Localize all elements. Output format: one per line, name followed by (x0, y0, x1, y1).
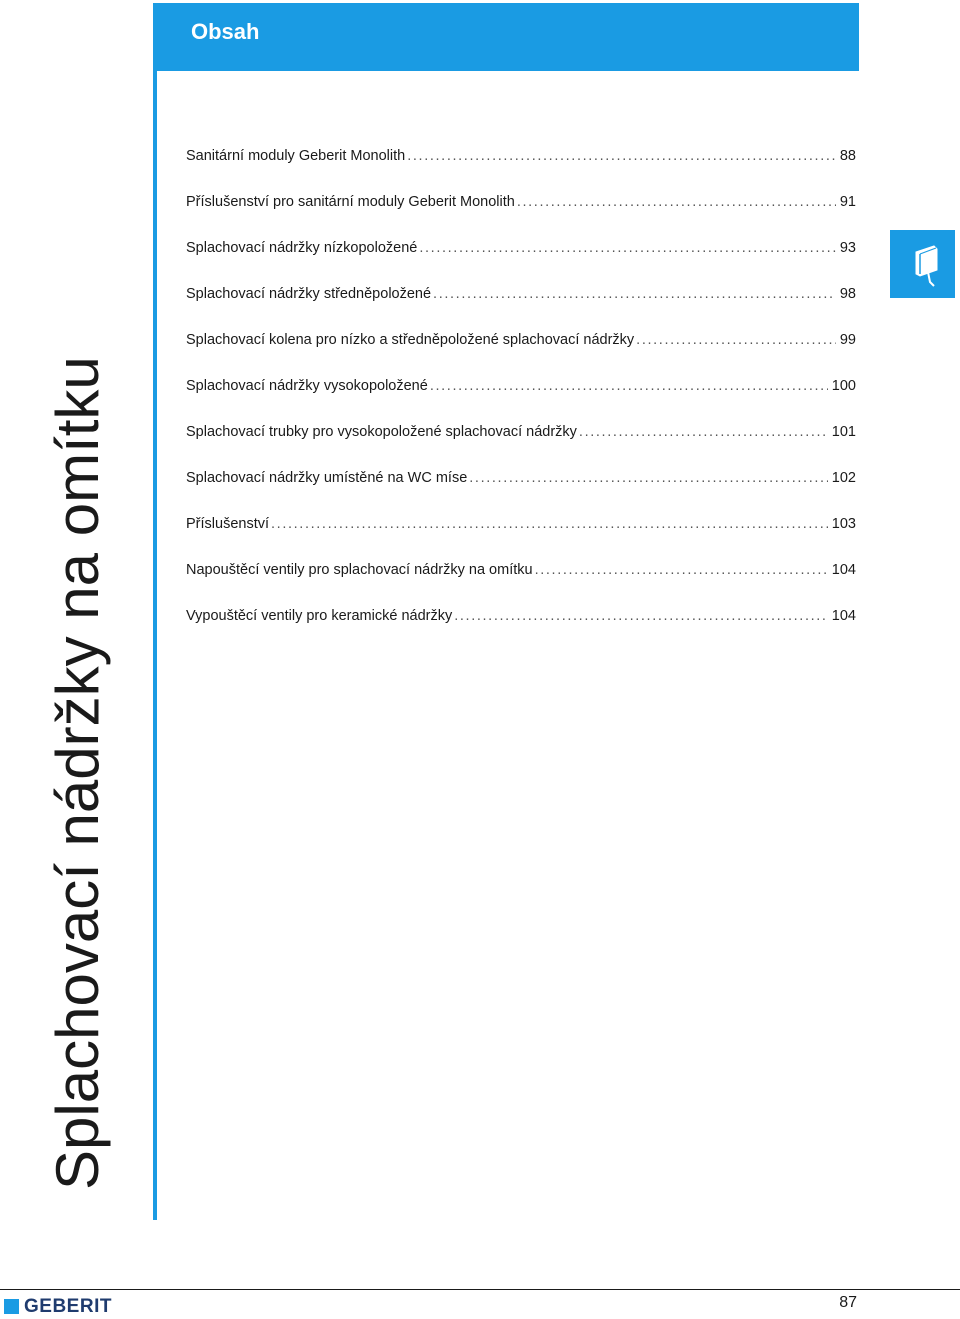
vertical-divider (153, 71, 157, 1220)
toc-leader-dots (535, 557, 828, 583)
toc-entry-title: Napouštěcí ventily pro splachovací nádržky na omítku (186, 562, 533, 578)
toc-leader-dots (271, 511, 828, 537)
toc-entry[interactable] (186, 143, 856, 189)
toc-entry-page: 104 (831, 608, 856, 624)
toc-leader-dots (469, 465, 828, 491)
toc-leader-dots (407, 143, 836, 169)
footer-rule (0, 1289, 960, 1290)
toc-entry-title: Splachovací nádržky středněpoložené (186, 286, 432, 302)
page-title: Obsah (191, 19, 260, 44)
logo-text: GEBERIT (24, 1296, 112, 1317)
toc-entry-page: 99 (839, 332, 856, 348)
toc-entry-title: Splachovací kolena pro nízko a středněpoložené splachovací nádržky (186, 332, 635, 348)
toc-entry[interactable] (186, 281, 856, 327)
toc-entry-page: 93 (839, 240, 856, 256)
table-of-contents (186, 143, 856, 649)
toc-entry[interactable] (186, 603, 856, 649)
toc-leader-dots (430, 373, 828, 399)
toc-entry-page: 104 (831, 562, 856, 578)
page-number: 87 (839, 1294, 857, 1311)
toc-leader-dots (454, 603, 828, 629)
toc-entry-page: 91 (839, 194, 856, 210)
toc-entry-page: 100 (831, 378, 856, 394)
toc-entry-page: 103 (831, 516, 856, 532)
toc-entry[interactable] (186, 511, 856, 557)
header-bar (153, 3, 859, 71)
toc-entry[interactable] (186, 235, 856, 281)
toc-leader-dots (579, 419, 828, 445)
toc-leader-dots (433, 281, 836, 307)
cistern-icon (890, 230, 955, 298)
toc-entry[interactable] (186, 419, 856, 465)
toc-entry-title: Sanitární moduly Geberit Monolith (186, 148, 406, 164)
toc-entry-page: 88 (839, 148, 856, 164)
section-tab (890, 230, 955, 298)
toc-leader-dots (419, 235, 836, 261)
toc-entry-title: Vypouštěcí ventily pro keramické nádržky (186, 608, 453, 624)
logo-square-icon (4, 1299, 19, 1314)
toc-leader-dots (517, 189, 836, 215)
toc-entry-title: Splachovací nádržky vysokopoložené (186, 378, 428, 394)
toc-entry-title: Příslušenství (186, 516, 269, 532)
toc-entry-page: 102 (831, 470, 856, 486)
toc-entry-title: Splachovací nádržky umístěné na WC míse (186, 470, 468, 486)
toc-entry-title: Příslušenství pro sanitární moduly Geberit Monolith (186, 194, 515, 210)
toc-entry[interactable] (186, 465, 856, 511)
toc-entry-title: Splachovací nádržky nízkopoložené (186, 240, 418, 256)
toc-entry[interactable] (186, 327, 856, 373)
toc-leader-dots (636, 327, 836, 353)
section-title-vertical: Splachovací nádržky na omítku (44, 356, 111, 1190)
toc-entry[interactable] (186, 189, 856, 235)
toc-entry-page: 98 (839, 286, 856, 302)
toc-entry-page: 101 (831, 424, 856, 440)
toc-entry[interactable] (186, 373, 856, 419)
toc-entry-title: Splachovací trubky pro vysokopoložené splachovací nádržky (186, 424, 577, 440)
geberit-logo (4, 1297, 112, 1316)
toc-entry[interactable] (186, 557, 856, 603)
